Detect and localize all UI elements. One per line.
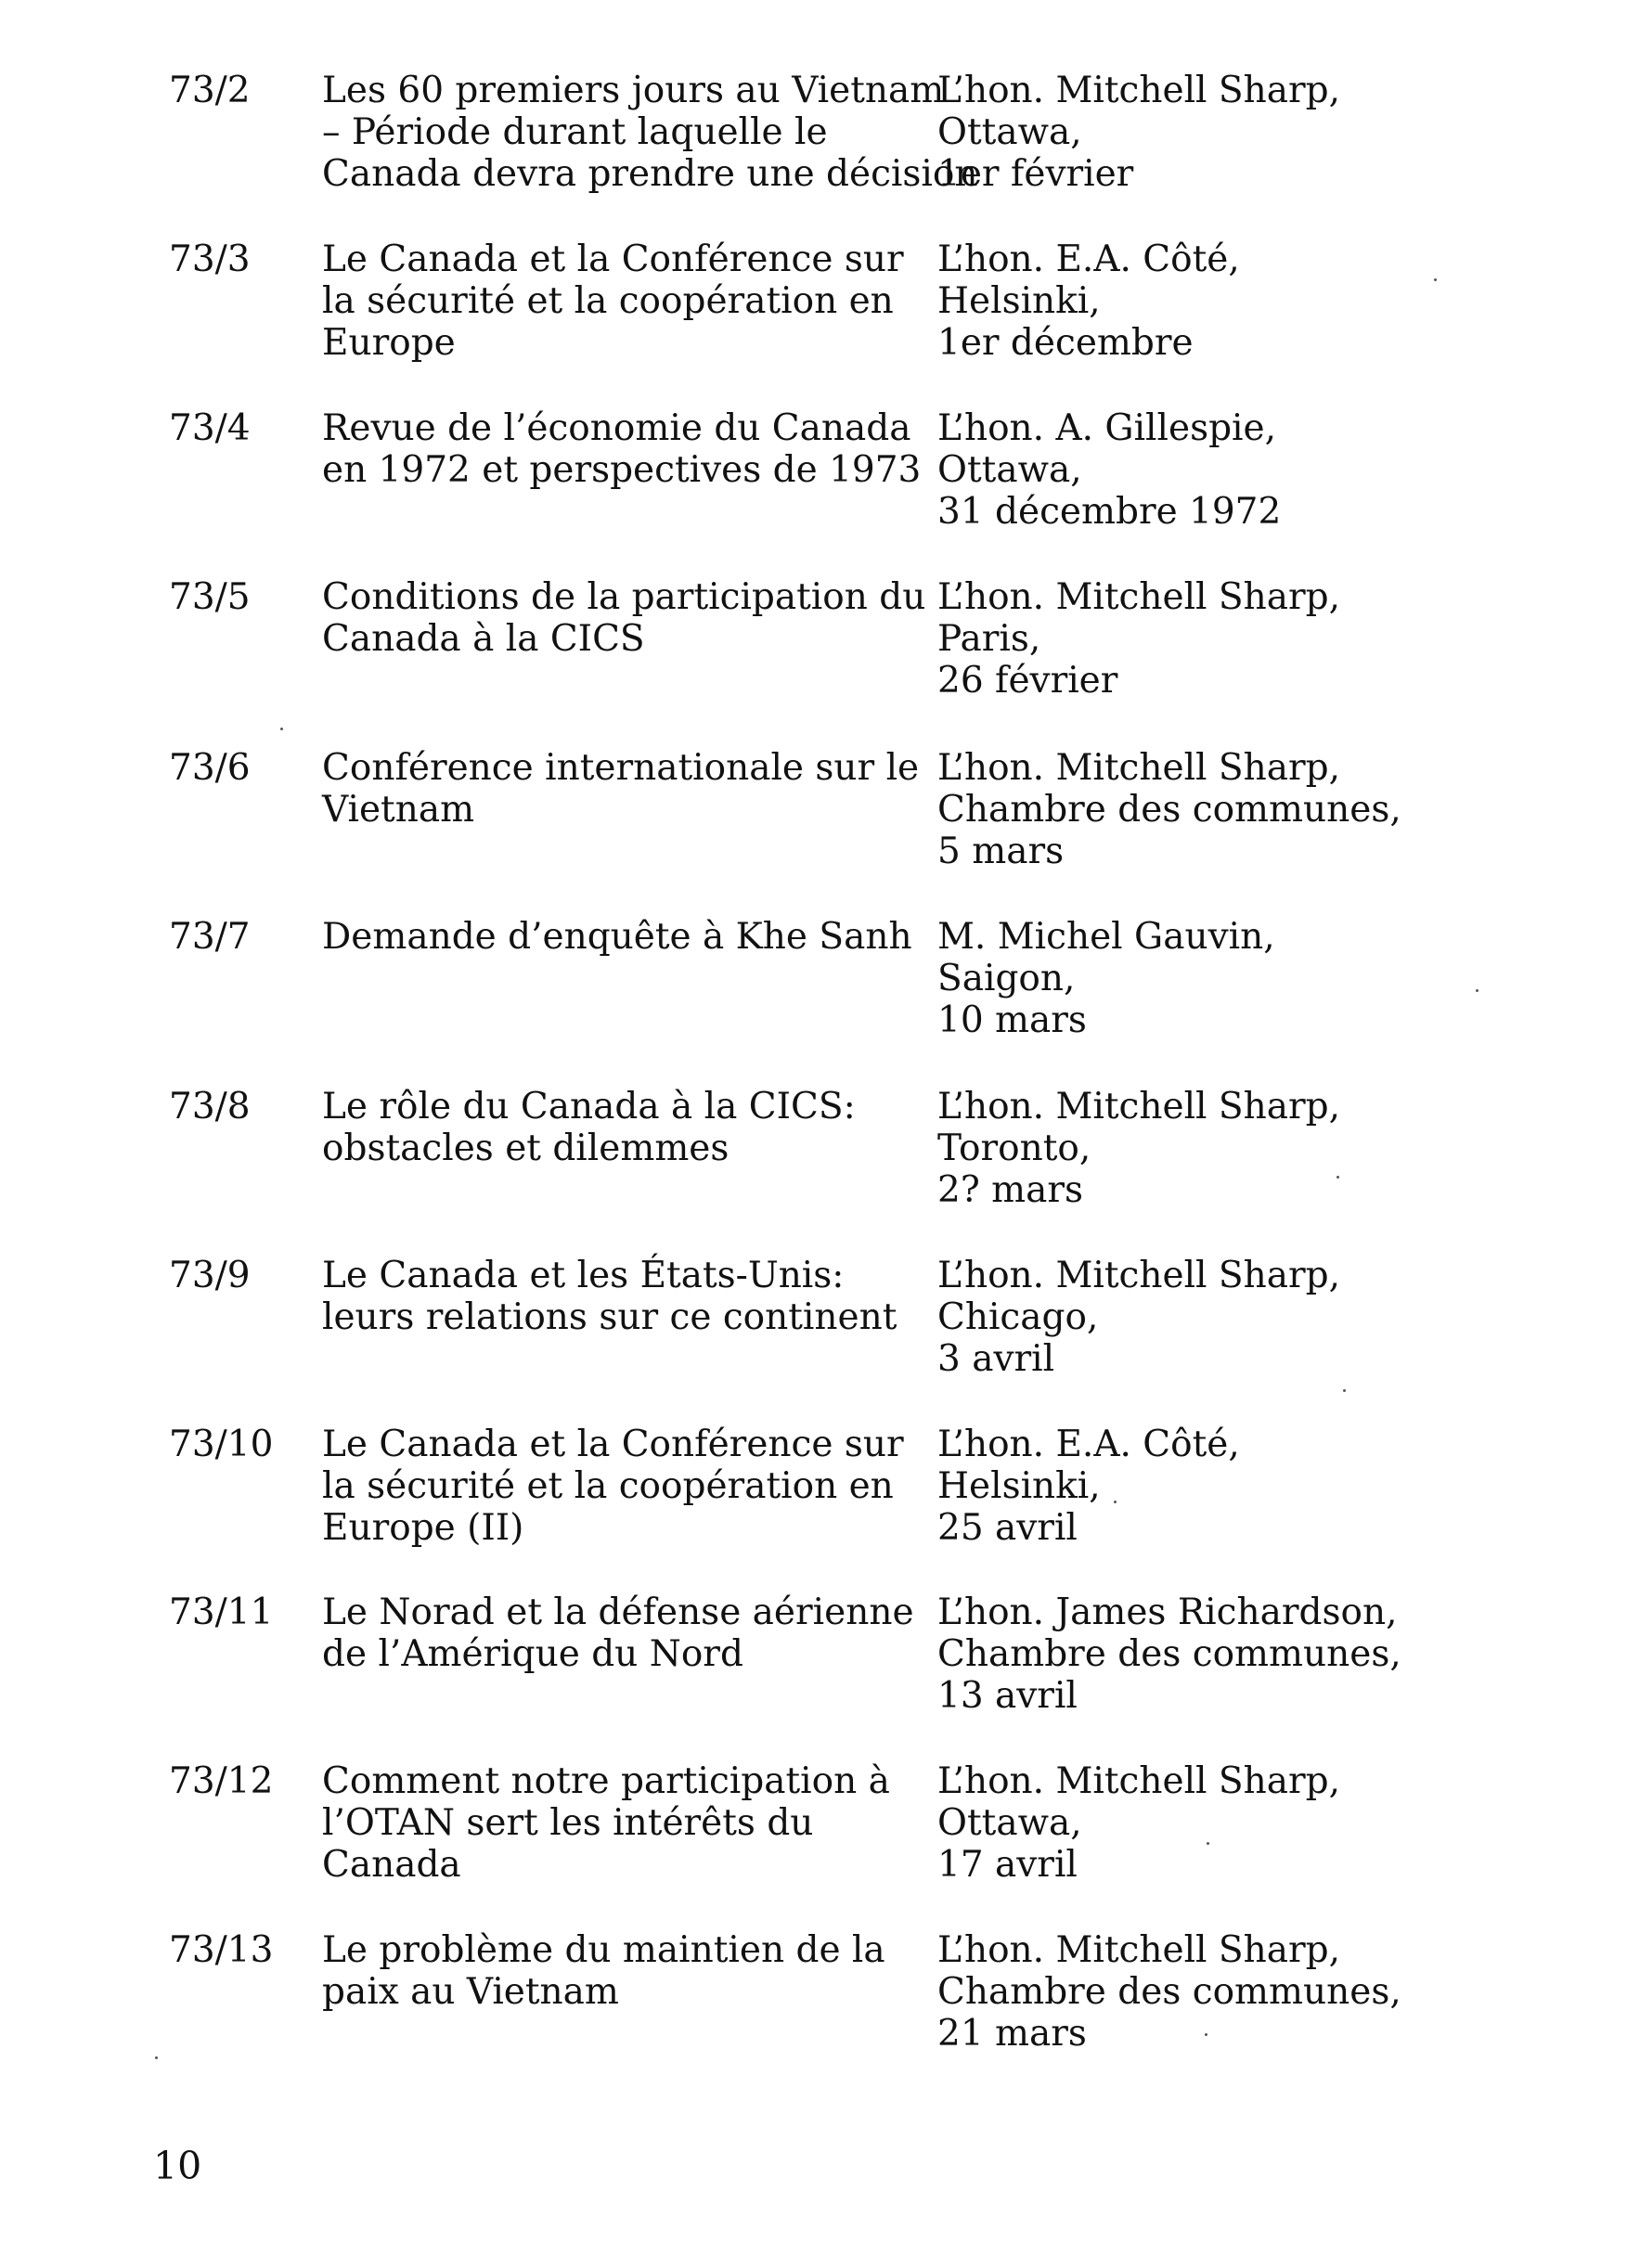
speaker-line: Chambre des communes, (937, 1971, 1401, 2013)
entry-title (322, 238, 935, 364)
entry-title (322, 1255, 935, 1338)
speaker-line: Helsinki, (937, 1465, 1101, 1507)
speaker-line: L’hon. A. Gillespie, (937, 407, 1276, 449)
scan-speck (280, 728, 283, 730)
entry-speaker (937, 1929, 1457, 2055)
entry-speaker (937, 407, 1457, 533)
speaker-line: L’hon. E.A. Côté, (937, 1424, 1240, 1465)
title-line: Le Canada et les États-Unis: (322, 1255, 845, 1296)
title-line: l’OTAN sert les intérêts du (322, 1802, 814, 1844)
entry-number: 73/9 (169, 1255, 251, 1296)
title-line: Vietnam (322, 789, 475, 831)
speaker-line: Helsinki, (937, 280, 1101, 322)
speaker-line: L’hon. Mitchell Sharp, (937, 1929, 1341, 1971)
speaker-line: L’hon. Mitchell Sharp, (937, 1760, 1341, 1802)
entry-number: 73/7 (169, 916, 251, 958)
speaker-line: Chambre des communes, (937, 789, 1401, 831)
title-line: Canada à la CICS (322, 618, 645, 660)
speaker-line: L’hon. Mitchell Sharp, (937, 576, 1341, 618)
title-line: la sécurité et la coopération en (322, 280, 894, 322)
entry-number: 73/4 (169, 407, 251, 449)
title-line: Le rôle du Canada à la CICS: (322, 1086, 856, 1128)
speaker-line: 10 mars (937, 999, 1087, 1041)
title-line: Conférence internationale sur le (322, 747, 920, 789)
speaker-line: Ottawa, (937, 1802, 1082, 1844)
entry-number: 73/3 (169, 238, 251, 280)
entry-speaker (937, 747, 1457, 872)
title-line: Le problème du maintien de la (322, 1929, 885, 1971)
entry-speaker (937, 1424, 1457, 1549)
speaker-line: L’hon. Mitchell Sharp, (937, 1255, 1341, 1296)
speaker-line: 21 mars (937, 2013, 1087, 2055)
title-line: Comment notre participation à (322, 1760, 890, 1802)
title-line: Europe (II) (322, 1507, 524, 1549)
scan-speck (1114, 1501, 1117, 1503)
entry-number: 73/10 (169, 1424, 274, 1465)
speaker-line: Saigon, (937, 958, 1076, 999)
entry-speaker (937, 1255, 1457, 1380)
speaker-line: Chicago, (937, 1296, 1099, 1338)
title-line: de l’Amérique du Nord (322, 1633, 743, 1675)
speaker-line: 1er février (937, 153, 1134, 195)
scan-speck (1205, 2033, 1207, 2036)
entry-title (322, 1591, 935, 1675)
entry-title (322, 1086, 935, 1169)
entry-speaker (937, 1760, 1457, 1886)
entry-title (322, 1760, 935, 1886)
title-line: leurs relations sur ce continent (322, 1296, 897, 1338)
speaker-line: L’hon. Mitchell Sharp, (937, 747, 1341, 789)
title-line: – Période durant laquelle le (322, 111, 828, 153)
speaker-line: 17 avril (937, 1844, 1078, 1886)
speaker-line: Toronto, (937, 1128, 1091, 1169)
speaker-line: L’hon. Mitchell Sharp, (937, 70, 1341, 111)
speaker-line: 5 mars (937, 831, 1065, 872)
title-line: Europe (322, 322, 456, 364)
title-line: Canada (322, 1844, 461, 1886)
scan-speck (1434, 278, 1437, 281)
speaker-line: L’hon. E.A. Côté, (937, 238, 1240, 280)
speaker-line: Ottawa, (937, 449, 1082, 491)
entry-speaker (937, 70, 1457, 195)
entry-title (322, 747, 935, 831)
speaker-line: 25 avril (937, 1507, 1078, 1549)
entry-title (322, 70, 978, 195)
speaker-line: 2? mars (937, 1169, 1084, 1211)
title-line: la sécurité et la coopération en (322, 1465, 894, 1507)
entry-number: 73/8 (169, 1086, 251, 1128)
title-line: Les 60 premiers jours au Vietnam (322, 70, 945, 111)
title-line: en 1972 et perspectives de 1973 (322, 449, 922, 491)
scan-speck (155, 2056, 158, 2059)
entry-speaker (937, 576, 1457, 702)
entry-number: 73/11 (169, 1591, 274, 1633)
speaker-line: 13 avril (937, 1675, 1078, 1717)
title-line: Le Canada et la Conférence sur (322, 1424, 904, 1465)
scan-speck (1207, 1842, 1209, 1845)
speaker-line: Chambre des communes, (937, 1633, 1401, 1675)
scan-speck (1476, 989, 1479, 992)
title-line: Le Norad et la défense aérienne (322, 1591, 914, 1633)
speaker-line: Paris, (937, 618, 1041, 660)
entry-number: 73/5 (169, 576, 251, 618)
entry-speaker (937, 1086, 1457, 1211)
scan-speck (1343, 1389, 1346, 1392)
entry-speaker (937, 916, 1457, 1041)
scan-speck (1336, 1176, 1339, 1179)
entry-title (322, 576, 935, 660)
entry-number: 73/6 (169, 747, 251, 789)
speaker-line: 31 décembre 1972 (937, 491, 1282, 533)
title-line: Conditions de la participation du (322, 576, 926, 618)
entry-number: 73/2 (169, 70, 251, 111)
speaker-line: 26 février (937, 660, 1118, 702)
entry-speaker (937, 1591, 1457, 1717)
speaker-line: L’hon. James Richardson, (937, 1591, 1398, 1633)
title-line: Canada devra prendre une décision (322, 153, 978, 195)
entry-title (322, 1929, 935, 2013)
entry-title (322, 407, 935, 491)
entry-number: 73/13 (169, 1929, 274, 1971)
entry-speaker (937, 238, 1457, 364)
entry-title (322, 916, 935, 958)
title-line: paix au Vietnam (322, 1971, 619, 2013)
title-line: Le Canada et la Conférence sur (322, 238, 904, 280)
title-line: Revue de l’économie du Canada (322, 407, 911, 449)
page-number: 10 (153, 2144, 202, 2188)
title-line: obstacles et dilemmes (322, 1128, 730, 1169)
speaker-line: M. Michel Gauvin, (937, 916, 1275, 958)
entry-number: 73/12 (169, 1760, 274, 1802)
speaker-line: 3 avril (937, 1338, 1055, 1380)
speaker-line: Ottawa, (937, 111, 1082, 153)
entry-title (322, 1424, 935, 1549)
title-line: Demande d’enquête à Khe Sanh (322, 916, 912, 958)
speaker-line: 1er décembre (937, 322, 1194, 364)
speaker-line: L’hon. Mitchell Sharp, (937, 1086, 1341, 1128)
